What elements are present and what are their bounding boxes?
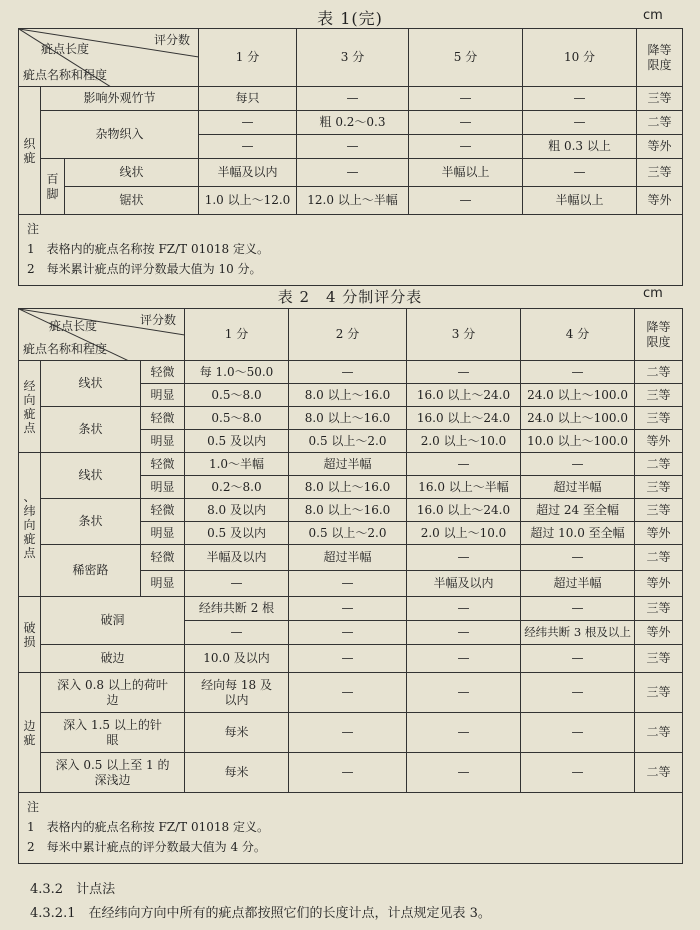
header-1pt: 1 分 (199, 29, 297, 87)
cell: 0.5 以上～2.0 (289, 522, 407, 545)
cell: — (289, 361, 407, 384)
table1-notes (19, 215, 683, 286)
cell: 8.0 以上～16.0 (289, 499, 407, 522)
cell: — (523, 111, 637, 135)
cell: 24.0 以上～100.0 (521, 384, 635, 407)
table1-title: 表 1(完) (317, 9, 383, 28)
cell: 1.0 以上～12.0 (199, 187, 297, 215)
cell: 16.0 以上～24.0 (407, 384, 521, 407)
cell: — (521, 713, 635, 753)
cell: — (521, 645, 635, 673)
cell: — (289, 645, 407, 673)
severity: 轻微 (141, 407, 185, 430)
table1-unit: cm (643, 8, 663, 23)
row-name: 深入 0.5 以上至 1 的深浅边 (41, 753, 185, 793)
cell: 半幅及以内 (199, 159, 297, 187)
cell: 0.5 及以内 (185, 430, 289, 453)
grade: 三等 (635, 597, 683, 621)
group-selvage: 百脚 (41, 159, 65, 215)
grade: 二等 (637, 111, 683, 135)
table1-diagonal-header (19, 29, 199, 87)
cell: — (407, 645, 521, 673)
cell: — (289, 713, 407, 753)
group-weft (19, 453, 41, 597)
header-grade: 降等限度 (637, 29, 683, 87)
row-name: 条状 (41, 407, 141, 453)
grade: 三等 (635, 384, 683, 407)
cell: 16.0 以上～半幅 (407, 476, 521, 499)
cell: 0.5～8.0 (185, 384, 289, 407)
severity: 明显 (141, 384, 185, 407)
note-line: 1 表格内的疵点名称按 FZ/T 01018 定义。 (27, 242, 269, 256)
cell: — (407, 361, 521, 384)
cell: 每只 (199, 87, 297, 111)
grade: 等外 (635, 621, 683, 645)
grade: 三等 (635, 476, 683, 499)
row-name: 深入 0.8 以上的荷叶边 (41, 673, 185, 713)
note-heading: 注 (27, 800, 40, 814)
cell: 粗 0.2～0.3 (297, 111, 409, 135)
grade: 等外 (637, 135, 683, 159)
cell: — (289, 673, 407, 713)
cell: — (407, 713, 521, 753)
grade: 三等 (637, 87, 683, 111)
cell: — (523, 87, 637, 111)
grade: 等外 (635, 522, 683, 545)
cell: 8.0 及以内 (185, 499, 289, 522)
note-heading: 注 (27, 222, 40, 236)
note-line: 2 每米中累计疵点的评分数最大值为 4 分。 (27, 840, 266, 854)
cell: 经纬共断 2 根 (185, 597, 289, 621)
table2-unit: cm (643, 286, 663, 301)
cell: — (289, 621, 407, 645)
cell: 粗 0.3 以上 (523, 135, 637, 159)
cell: — (407, 545, 521, 571)
table2-diagonal-header (19, 309, 185, 361)
grade: 二等 (635, 361, 683, 384)
header-2pt: 2 分 (289, 309, 407, 361)
header-3pt: 3 分 (407, 309, 521, 361)
group-hole (19, 597, 41, 673)
cell: 0.2～8.0 (185, 476, 289, 499)
section-heading: 4.3.2 计点法 (30, 882, 116, 897)
header-grade: 降等限度 (635, 309, 683, 361)
row-name: 条状 (41, 499, 141, 545)
cell: — (185, 571, 289, 597)
grade: 三等 (635, 645, 683, 673)
group-warp (19, 361, 41, 453)
severity: 明显 (141, 476, 185, 499)
cell: 超过半幅 (289, 545, 407, 571)
cell: 8.0 以上～16.0 (289, 407, 407, 430)
cell: 1.0～半幅 (185, 453, 289, 476)
cell: — (289, 571, 407, 597)
cell: 半幅以上 (523, 187, 637, 215)
note-line: 1 表格内的疵点名称按 FZ/T 01018 定义。 (27, 820, 269, 834)
cell: 10.0 以上～100.0 (521, 430, 635, 453)
cell: — (407, 597, 521, 621)
cell: 经向每 18 及以内 (185, 673, 289, 713)
grade: 二等 (635, 453, 683, 476)
cell: — (521, 597, 635, 621)
group-edge-label: 边疵 (23, 718, 36, 747)
group-edge (19, 673, 41, 793)
cell: 超过 10.0 至全幅 (521, 522, 635, 545)
grade: 二等 (635, 545, 683, 571)
cell: 16.0 以上～24.0 (407, 407, 521, 430)
row-name: 破洞 (41, 597, 185, 645)
cell: 24.0 以上～100.0 (521, 407, 635, 430)
cell: 每米 (185, 713, 289, 753)
table2-notes (19, 793, 683, 864)
row-name: 破边 (41, 645, 185, 673)
cell: — (199, 135, 297, 159)
cell: — (521, 453, 635, 476)
cell: — (521, 361, 635, 384)
cell: — (521, 673, 635, 713)
cell: 超过半幅 (289, 453, 407, 476)
cell: — (185, 621, 289, 645)
grade: 三等 (635, 499, 683, 522)
header-score: 评分数 (140, 313, 177, 327)
table2-title: 表 2 4 分制评分表 (277, 288, 423, 306)
cell: 半幅及以内 (185, 545, 289, 571)
grade: 三等 (635, 407, 683, 430)
header-1pt: 1 分 (185, 309, 289, 361)
cell: 8.0 以上～16.0 (289, 476, 407, 499)
cell: — (409, 187, 523, 215)
severity: 轻微 (141, 361, 185, 384)
grade: 等外 (637, 187, 683, 215)
row-name: 锯状 (65, 187, 199, 215)
row-name: 线状 (41, 453, 141, 499)
cell: 超过半幅 (521, 476, 635, 499)
cell: 每米 (185, 753, 289, 793)
cell: — (521, 753, 635, 793)
severity: 明显 (141, 430, 185, 453)
header-5pt: 5 分 (409, 29, 523, 87)
section-text: 4.3.2.1 在经纬向方向中所有的疵点都按照它们的长度计点，计点规定见表 3。 (30, 906, 491, 921)
cell: — (297, 159, 409, 187)
severity: 轻微 (141, 453, 185, 476)
cell: 8.0 以上～16.0 (289, 384, 407, 407)
cell: 0.5 以上～2.0 (289, 430, 407, 453)
grade: 三等 (635, 673, 683, 713)
cell: 10.0 及以内 (185, 645, 289, 673)
cell: — (407, 621, 521, 645)
cell: — (409, 135, 523, 159)
group-weave-label: 织疵 (23, 136, 36, 165)
cell: 12.0 以上～半幅 (297, 187, 409, 215)
group-weft-label: 、纬向疵点 (23, 489, 36, 560)
header-3pt: 3 分 (297, 29, 409, 87)
severity: 轻微 (141, 545, 185, 571)
group-warp-label: 经向疵点 (23, 378, 36, 435)
cell: 半幅以上 (409, 159, 523, 187)
cell: — (521, 545, 635, 571)
grade: 二等 (635, 753, 683, 793)
header-defect-name: 疵点名称和程度 (23, 68, 108, 82)
cell: — (407, 453, 521, 476)
table1 (18, 28, 683, 286)
row-name: 稀密路 (41, 545, 141, 597)
severity: 明显 (141, 571, 185, 597)
cell: 16.0 以上～24.0 (407, 499, 521, 522)
row-name: 杂物织入 (41, 111, 199, 159)
grade: 二等 (635, 713, 683, 753)
cell: — (409, 111, 523, 135)
row-name: 线状 (65, 159, 199, 187)
header-defect-name: 疵点名称和程度 (23, 342, 108, 356)
cell: — (297, 87, 409, 111)
cell: 2.0 以上～10.0 (407, 522, 521, 545)
cell: — (407, 673, 521, 713)
grade: 等外 (635, 571, 683, 597)
note-line: 2 每米累计疵点的评分数最大值为 10 分。 (27, 262, 262, 276)
row-name: 深入 1.5 以上的针眼 (41, 713, 185, 753)
cell: 每 1.0～50.0 (185, 361, 289, 384)
severity: 明显 (141, 522, 185, 545)
grade: 等外 (635, 430, 683, 453)
cell: — (199, 111, 297, 135)
cell: 经纬共断 3 根及以上 (521, 621, 635, 645)
header-score: 评分数 (154, 33, 191, 47)
group-weave (19, 87, 41, 215)
row-name: 线状 (41, 361, 141, 407)
cell: — (289, 597, 407, 621)
grade: 三等 (637, 159, 683, 187)
cell: — (523, 159, 637, 187)
cell: 半幅及以内 (407, 571, 521, 597)
severity: 轻微 (141, 499, 185, 522)
table2 (18, 308, 683, 864)
header-10pt: 10 分 (523, 29, 637, 87)
cell: 0.5～8.0 (185, 407, 289, 430)
row-name: 影响外观竹节 (41, 87, 199, 111)
header-length: 疵点长度 (49, 319, 98, 333)
cell: 超过半幅 (521, 571, 635, 597)
cell: — (289, 753, 407, 793)
header-length: 疵点长度 (41, 42, 90, 56)
cell: 2.0 以上～10.0 (407, 430, 521, 453)
cell: 超过 24 至全幅 (521, 499, 635, 522)
cell: 0.5 及以内 (185, 522, 289, 545)
cell: — (297, 135, 409, 159)
cell: — (407, 753, 521, 793)
group-hole-label: 破损 (23, 620, 36, 649)
cell: — (409, 87, 523, 111)
header-4pt: 4 分 (521, 309, 635, 361)
